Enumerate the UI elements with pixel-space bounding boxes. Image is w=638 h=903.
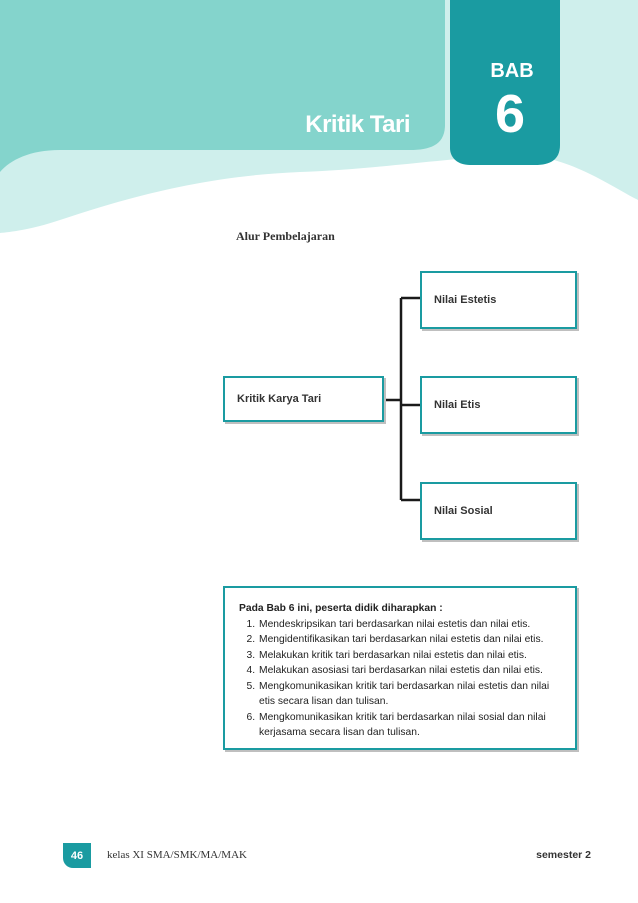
bab-label: BAB: [490, 60, 534, 82]
flow-node-sosial: [420, 482, 577, 540]
flow-node-etis-label: Nilai Etis: [434, 399, 481, 411]
objective-item: 3. Melakukan kritik tari berdasarkan nilai estetis dan nilai etis.: [258, 648, 565, 664]
objectives-lead: Pada Bab 6 ini, peserta didik diharapkan :: [239, 603, 443, 614]
flow-node-etis: [420, 376, 577, 434]
light-teal-shape: [0, 0, 445, 172]
objective-item: 2. Mengidentifikasikan tari berdasarkan nilai estetis dan nilai etis.: [258, 632, 565, 648]
footer-class-info: kelas XI SMA/SMK/MA/MAK: [107, 849, 247, 861]
bab-number: 6: [494, 84, 526, 144]
flow-node-root-label: Kritik Karya Tari: [237, 393, 322, 405]
flow-node-root: [223, 376, 384, 422]
objective-item: 4. Melakukan asosiasi tari berdasarkan nilai estetis dan nilai etis.: [258, 663, 565, 679]
page-number: 46: [63, 843, 91, 868]
flow-node-sosial-label: Nilai Sosial: [434, 505, 493, 517]
flow-node-estetis-label: Nilai Estetis: [434, 294, 497, 306]
flow-node-estetis: [420, 271, 577, 329]
objectives-list: [239, 617, 565, 741]
objective-item: 1. Mendeskripsikan tari berdasarkan nilai estetis dan nilai etis.: [258, 617, 565, 633]
chapter-title: Kritik Tari: [305, 111, 410, 138]
objective-item: 5. Mengkomunikasikan kritik tari berdasarkan nilai estetis dan nilai etis secara lisan dan tulisan.: [258, 679, 565, 710]
objectives-box: [223, 586, 577, 750]
section-heading: Alur Pembelajaran: [236, 229, 335, 243]
footer-semester: semester 2: [536, 849, 591, 861]
objective-item: 6. Mengkomunikasikan kritik tari berdasarkan nilai sosial dan nilai kerjasama secara lisan dan tulisan.: [258, 710, 565, 741]
